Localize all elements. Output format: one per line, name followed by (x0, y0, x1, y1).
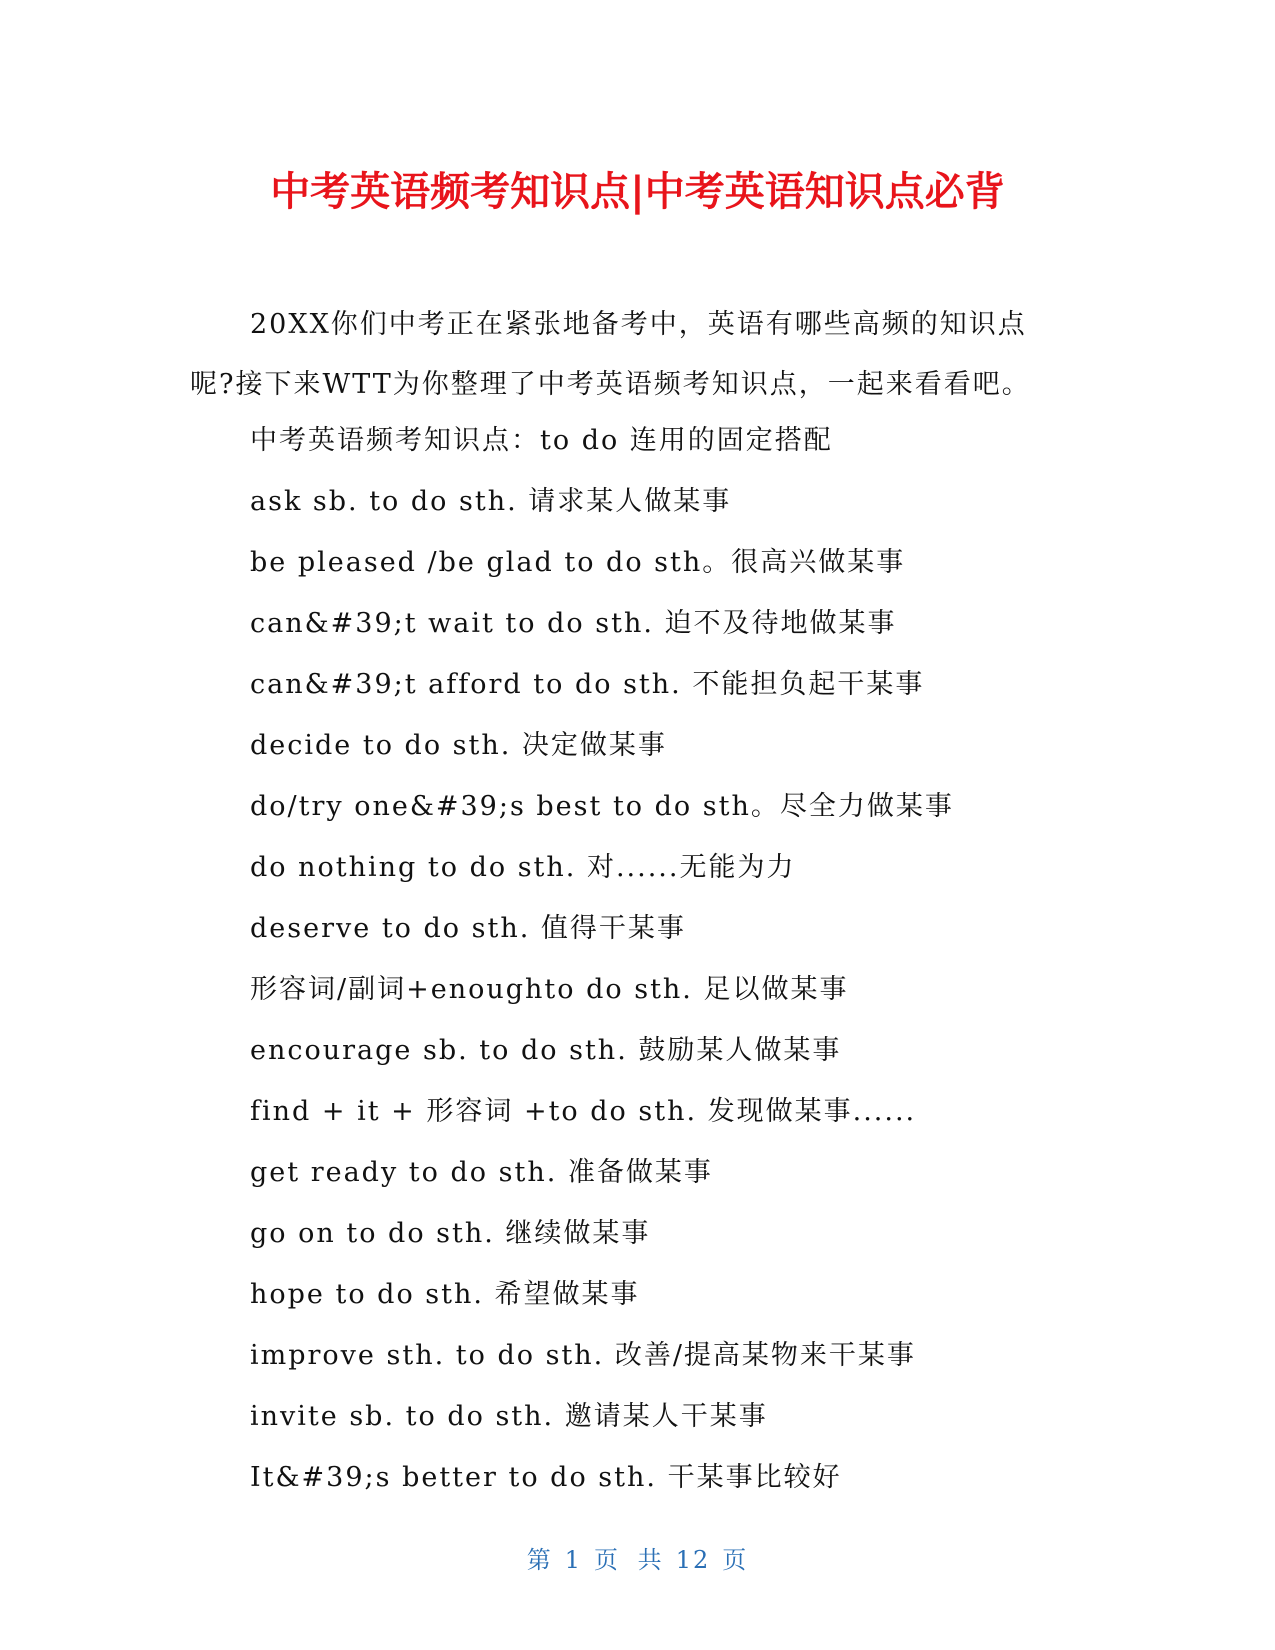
document-title: 中考英语频考知识点|中考英语知识点必背 (270, 169, 1005, 215)
phrase-line: decide to do sth. 决定做某事 (250, 730, 667, 761)
phrase-line: It&#39;s better to do sth. 干某事比较好 (250, 1462, 842, 1493)
page-footer (0, 1540, 1275, 1575)
phrase-line: find + it + 形容词 +to do sth. 发现做某事...... (250, 1096, 917, 1127)
phrase-line: deserve to do sth. 值得干某事 (250, 913, 686, 944)
phrase-line: do/try one&#39;s best to do sth。尽全力做某事 (250, 791, 954, 822)
phrase-line: get ready to do sth. 准备做某事 (250, 1157, 713, 1188)
phrase-line: 形容词/副词+enoughto do sth. 足以做某事 (250, 974, 849, 1005)
footer-prefix: 第 (526, 1546, 553, 1574)
phrase-line: invite sb. to do sth. 邀请某人干某事 (250, 1401, 768, 1432)
phrase-line: hope to do sth. 希望做某事 (250, 1279, 640, 1310)
footer-total-pages: 12 (675, 1546, 711, 1574)
phrase-line: 中考英语频考知识点：to do 连用的固定搭配 (250, 425, 833, 456)
intro-line-2: 呢?接下来WTT为你整理了中考英语频考知识点，一起来看看吧。 (190, 369, 1031, 400)
phrase-line: ask sb. to do sth. 请求某人做某事 (250, 486, 732, 517)
intro-paragraph (190, 295, 1070, 415)
phrase-line: improve sth. to do sth. 改善/提高某物来干某事 (250, 1340, 916, 1371)
phrase-line: can&#39;t wait to do sth. 迫不及待地做某事 (250, 608, 897, 639)
footer-mid: 页 共 (594, 1546, 664, 1574)
footer-page-number: 1 (564, 1546, 583, 1574)
footer-suffix: 页 (722, 1546, 749, 1574)
phrase-line: be pleased /be glad to do sth。很高兴做某事 (250, 547, 906, 578)
phrase-line: go on to do sth. 继续做某事 (250, 1218, 651, 1249)
phrase-list (250, 410, 1150, 1508)
phrase-line: can&#39;t afford to do sth. 不能担负起干某事 (250, 669, 925, 700)
phrase-line: do nothing to do sth. 对......无能为力 (250, 852, 796, 883)
phrase-line: encourage sb. to do sth. 鼓励某人做某事 (250, 1035, 842, 1066)
intro-line-1: 20XX你们中考正在紧张地备考中，英语有哪些高频的知识点 (250, 309, 1027, 340)
